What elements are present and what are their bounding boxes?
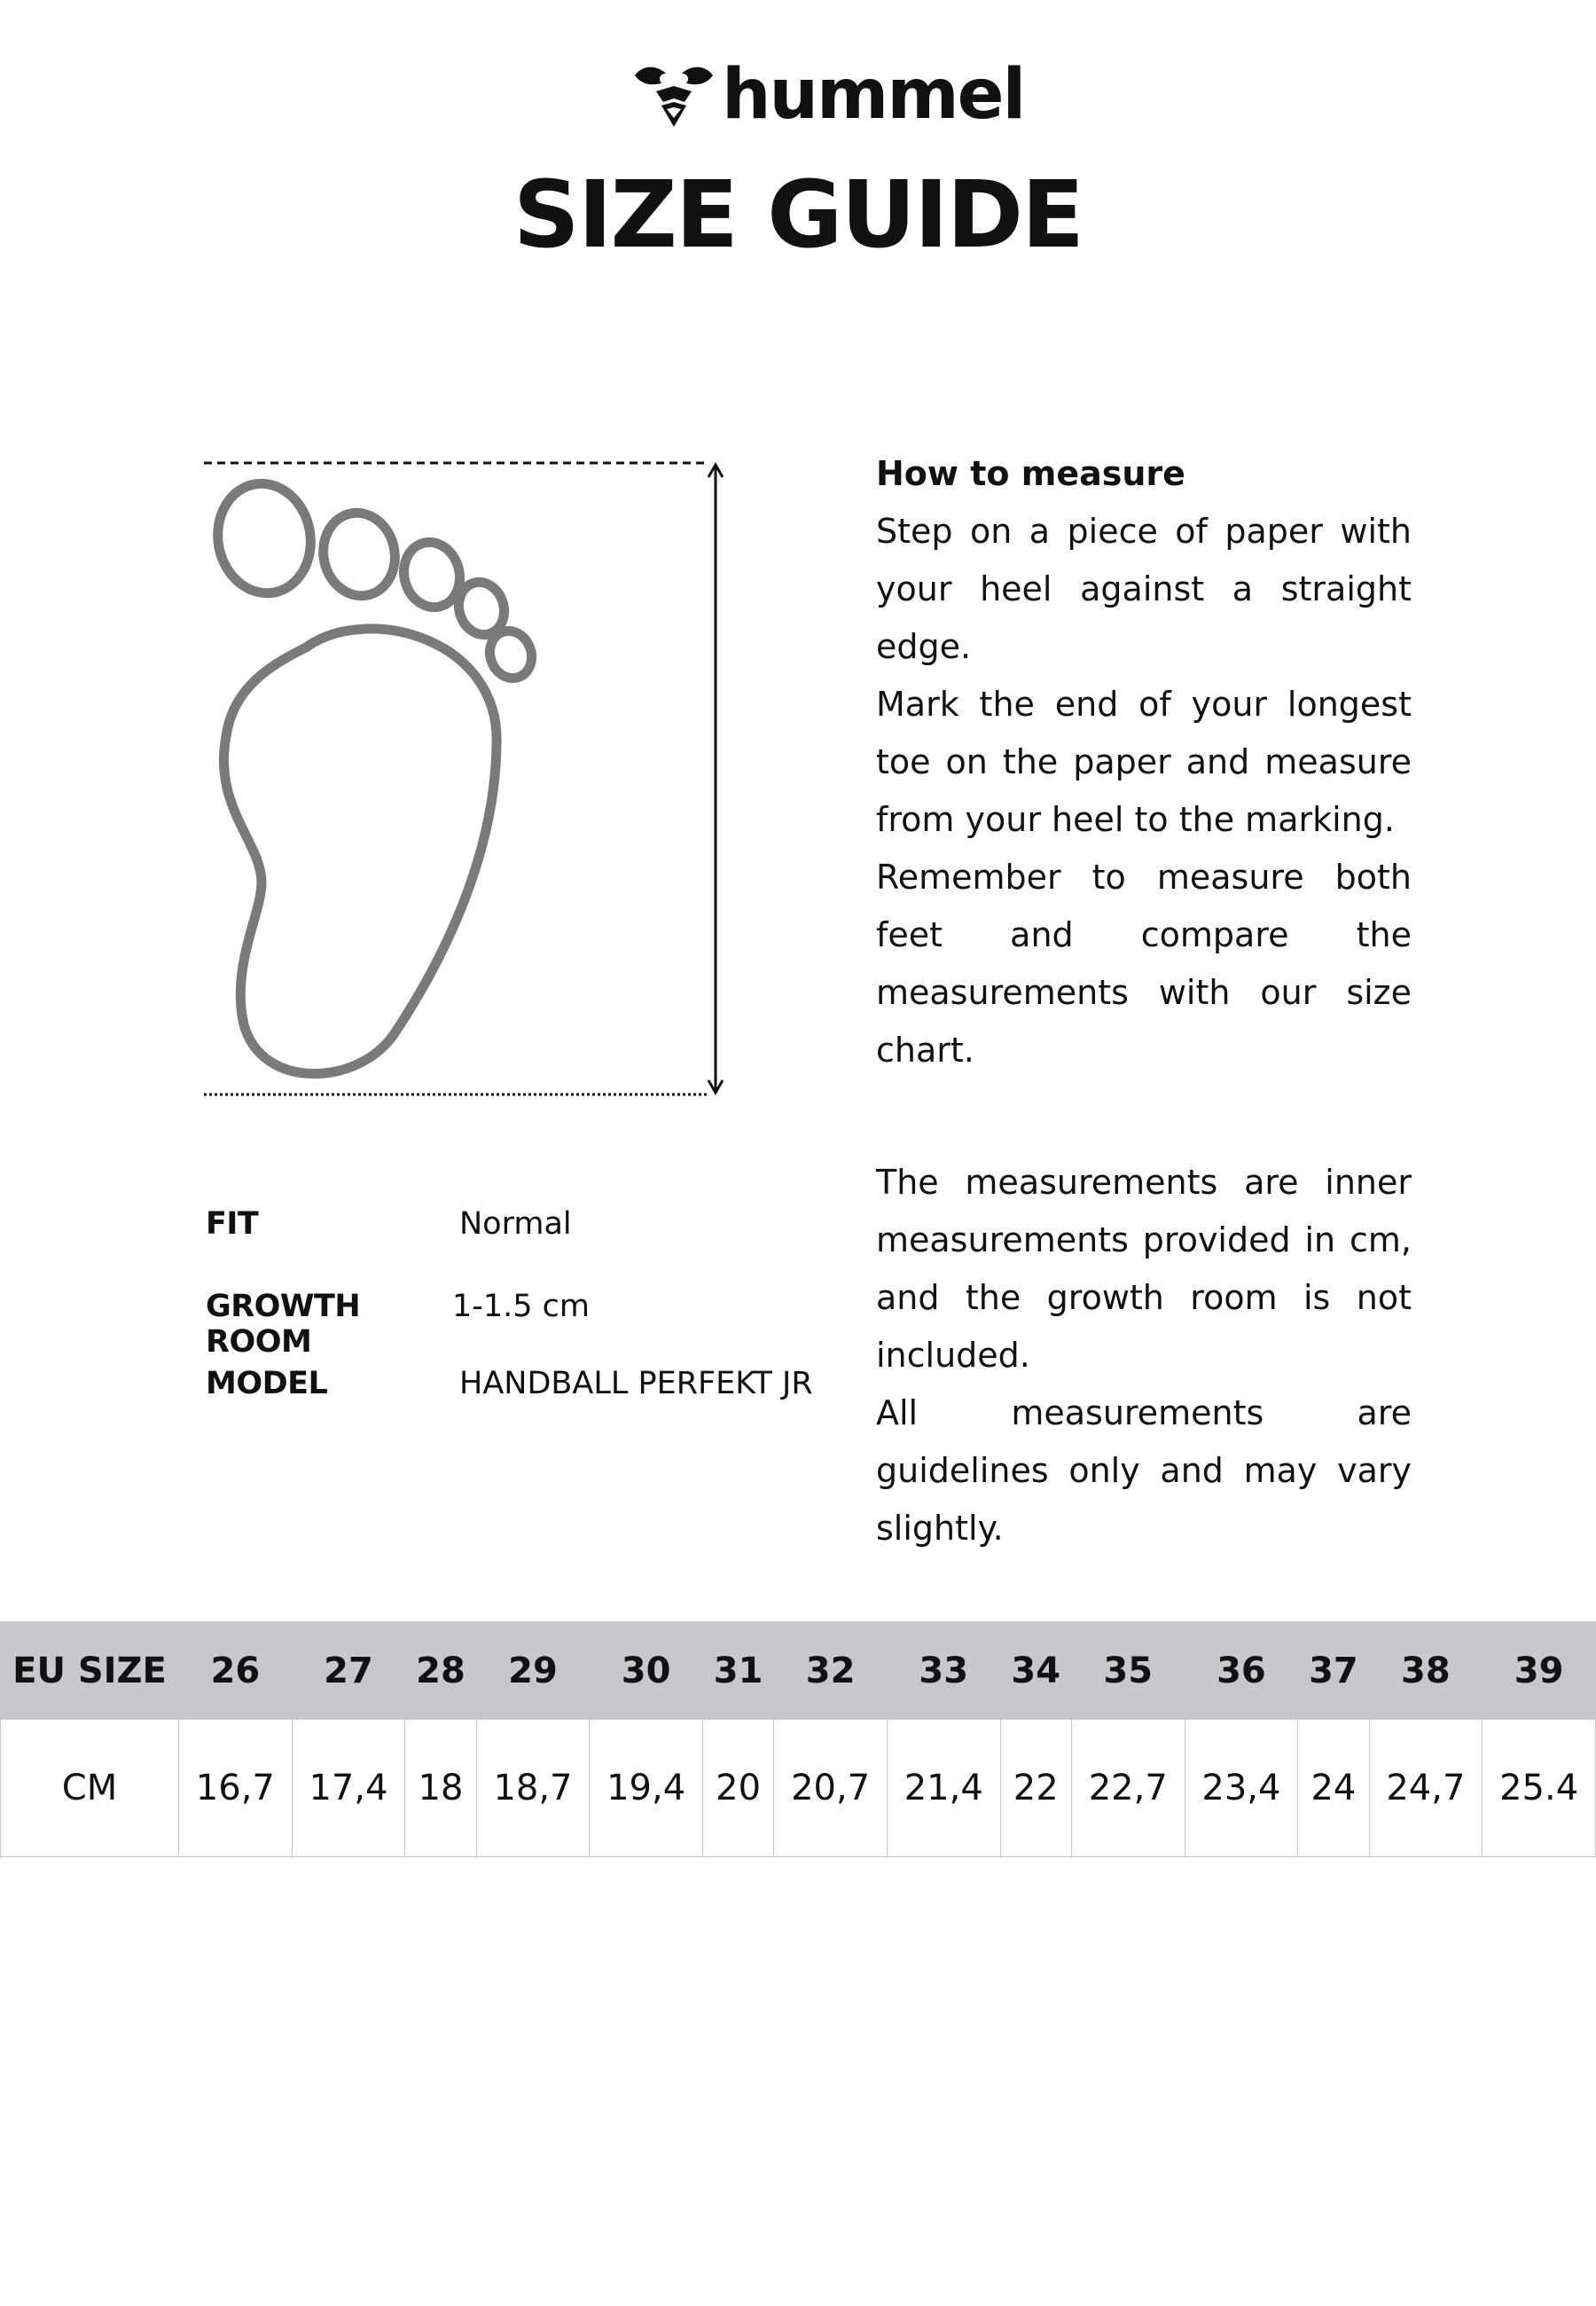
cm-cell: 22	[1000, 1720, 1071, 1857]
brand-logo	[631, 55, 1024, 135]
toe-1	[209, 476, 319, 600]
eu-size-cell: 37	[1298, 1622, 1369, 1720]
spec-label: GROWTH ROOM	[206, 1289, 361, 1360]
cm-cell: 24	[1298, 1720, 1369, 1857]
measure-heading: How to measure	[876, 454, 1185, 493]
cm-cell: 16,7	[179, 1720, 293, 1857]
eu-size-cell: 26	[179, 1622, 293, 1720]
brand-wordmark: hummel	[722, 55, 1025, 135]
toe-2	[316, 506, 403, 603]
how-to-measure	[876, 445, 1412, 1557]
eu-size-cell: 33	[887, 1622, 1000, 1720]
cm-cell: 20,7	[774, 1720, 888, 1857]
cm-cell: 20	[702, 1720, 773, 1857]
spec-label: FIT	[206, 1206, 259, 1242]
cm-cell: 18,7	[476, 1720, 590, 1857]
measure-step-3: Remember to measure both feet and compare the measurements with our size chart.	[876, 858, 1412, 1070]
cm-cell: 24,7	[1369, 1720, 1483, 1857]
eu-size-cell: 31	[702, 1622, 773, 1720]
measure-step-1: Step on a piece of paper with your heel against a straight edge.	[876, 512, 1412, 666]
eu-size-cell: 28	[405, 1622, 476, 1720]
spec-growth-room	[206, 1289, 590, 1360]
cm-cell: 23,4	[1185, 1720, 1298, 1857]
spec-model	[206, 1366, 813, 1401]
cm-header: CM	[1, 1720, 179, 1857]
page-title: SIZE GUIDE	[512, 161, 1084, 269]
measure-note-1: The measurements are inner measurements provided in cm, and the growth room is not included.	[876, 1163, 1412, 1375]
spec-value: HANDBALL PERFEKT JR	[459, 1366, 813, 1401]
cm-cell: 22,7	[1071, 1720, 1185, 1857]
spec-value: 1-1.5 cm	[452, 1289, 591, 1324]
eu-size-cell: 32	[774, 1622, 888, 1720]
eu-size-cell: 34	[1000, 1622, 1071, 1720]
eu-size-cell: 38	[1369, 1622, 1483, 1720]
cm-cell: 21,4	[887, 1720, 1000, 1857]
eu-size-cell: 35	[1071, 1622, 1185, 1720]
measure-step-2: Mark the end of your longest toe on the paper and measure from your heel to the marking.	[876, 685, 1412, 839]
spec-label: MODEL	[206, 1366, 328, 1401]
cm-cell: 25.4	[1483, 1720, 1596, 1857]
bee-logo-icon	[631, 59, 716, 130]
cm-cell: 17,4	[292, 1720, 405, 1857]
eu-size-cell: 29	[476, 1622, 590, 1720]
foot-measure-illustration	[200, 452, 732, 1109]
eu-size-cell: 39	[1483, 1622, 1596, 1720]
cm-cell: 18	[405, 1720, 476, 1857]
eu-size-cell: 30	[590, 1622, 703, 1720]
eu-size-row	[1, 1622, 1596, 1720]
sole	[223, 629, 497, 1074]
cm-row	[1, 1720, 1596, 1857]
measure-note-2: All measurements are guidelines only and may vary slightly.	[876, 1393, 1412, 1548]
eu-size-cell: 36	[1185, 1622, 1298, 1720]
eu-size-header: EU SIZE	[1, 1622, 179, 1720]
toe-5	[483, 625, 538, 684]
spec-fit	[206, 1206, 572, 1242]
spec-value: Normal	[459, 1206, 572, 1242]
eu-size-cell: 27	[292, 1622, 405, 1720]
size-table	[0, 1621, 1596, 1857]
cm-cell: 19,4	[590, 1720, 703, 1857]
